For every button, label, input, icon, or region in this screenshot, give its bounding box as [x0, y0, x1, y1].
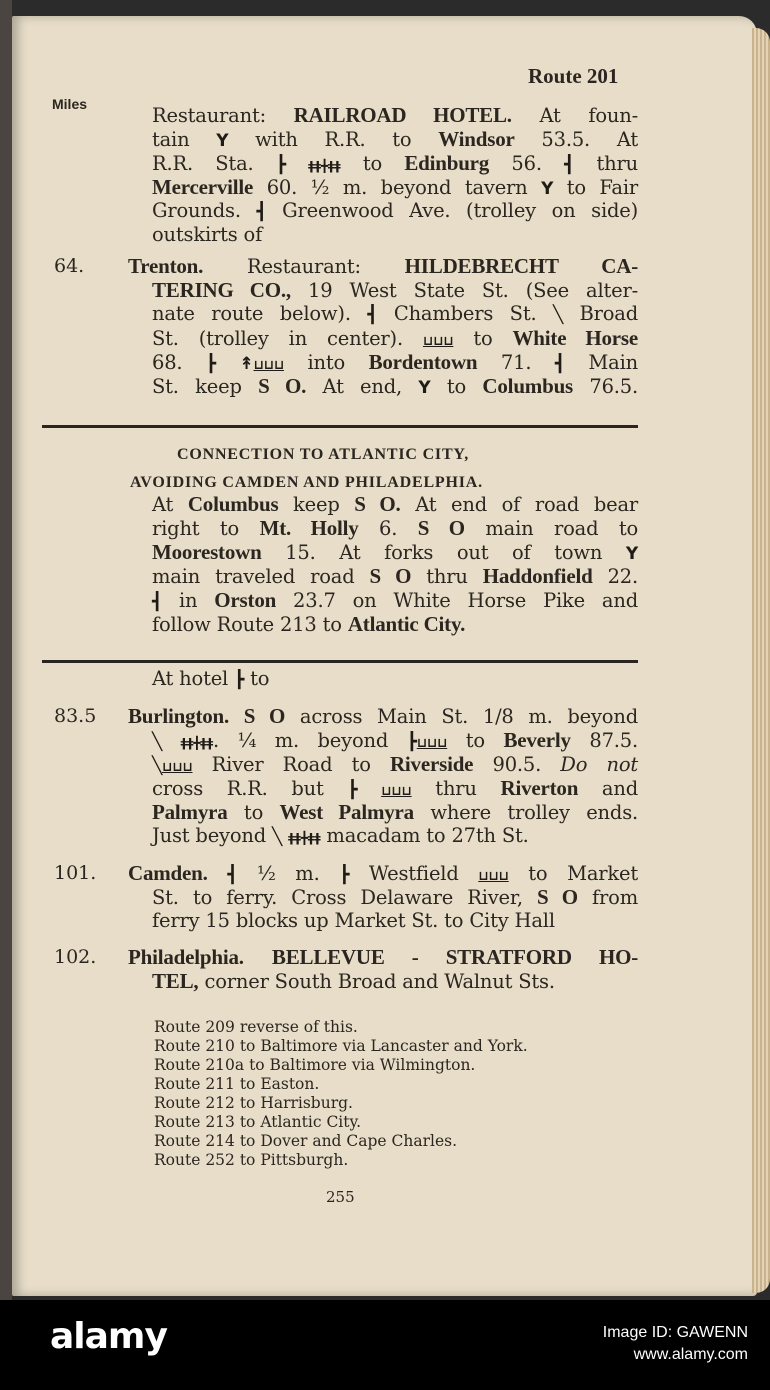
trolley-icon: ⊔⊔⊔	[422, 334, 454, 349]
text: into	[283, 351, 369, 374]
trolley-icon: ⊔⊔⊔	[381, 784, 412, 799]
mileage: 83.5	[54, 705, 97, 727]
bear-right-icon: ╲	[152, 756, 163, 776]
text: 90.5.	[473, 753, 561, 776]
place-name: Riverside	[389, 752, 474, 776]
text: River Road to	[192, 753, 390, 776]
other-routes-list	[154, 1018, 528, 1170]
text-line	[152, 728, 638, 752]
text-line	[152, 612, 638, 636]
text: to	[447, 729, 504, 752]
text: ferry 15 blocks up Market St. to City Hall	[152, 909, 555, 932]
page-number: 255	[326, 1188, 355, 1206]
route-entry	[44, 254, 638, 398]
text	[229, 705, 244, 728]
place-name: Trenton.	[128, 254, 204, 278]
text: Broad	[563, 302, 639, 325]
text-line	[152, 302, 638, 326]
text: 71.	[477, 351, 555, 374]
text: cross R.R. but	[152, 777, 348, 800]
text-line	[152, 909, 638, 933]
route-entry	[44, 103, 638, 247]
text	[162, 729, 181, 752]
text: 53.5. At	[514, 128, 638, 151]
text-line	[152, 752, 638, 776]
fork-icon: Y	[625, 544, 638, 564]
mileage: 64.	[54, 255, 85, 277]
place-name: Riverton	[500, 776, 579, 800]
left-turn-icon: ┫	[564, 155, 575, 175]
text: thru	[574, 152, 638, 175]
text-line	[152, 824, 638, 848]
text: and	[578, 777, 638, 800]
route-reference: Route 210a to Baltimore via Wilmington.	[154, 1056, 476, 1074]
tree-icon: ↟	[239, 354, 254, 374]
text-line	[152, 564, 638, 588]
trolley-icon: ⊔⊔⊔	[253, 358, 284, 373]
route-entry	[44, 492, 638, 636]
mileage: 101.	[54, 862, 97, 884]
text: in	[162, 589, 215, 612]
text-line	[128, 704, 638, 728]
text: thru	[411, 777, 501, 800]
left-turn-icon: ┫	[227, 865, 238, 885]
text: 19 West State St. (See alter-	[290, 279, 638, 302]
text: At end,	[306, 375, 419, 398]
text-line	[152, 374, 638, 398]
text	[357, 777, 381, 800]
text: keep	[278, 493, 355, 516]
text-line	[152, 326, 638, 350]
place-name: S O.	[258, 374, 307, 398]
text: Restaurant:	[203, 255, 405, 278]
bear-right-icon: ╲	[272, 827, 283, 847]
text: 76.5.	[573, 375, 639, 398]
text: ½ m.	[237, 862, 340, 885]
text: St. to ferry. Cross Delaware River,	[152, 886, 538, 909]
mileage: 102.	[54, 946, 97, 968]
text: to	[453, 327, 513, 350]
place-name: Columbus	[482, 374, 574, 398]
text: follow Route 213 to	[152, 613, 348, 636]
place-name: Columbus	[187, 492, 279, 516]
fork-icon: Y	[541, 179, 554, 199]
text-line	[152, 588, 638, 612]
railroad-icon: ǂǂ╋ǂǂ	[288, 831, 321, 845]
place-name: Edinburg	[404, 151, 490, 175]
text: Main	[564, 351, 638, 374]
text: 56.	[489, 152, 565, 175]
right-turn-icon: ┣	[205, 354, 216, 374]
place-name: Windsor	[438, 127, 515, 151]
text-line	[152, 969, 638, 993]
place-name: Mercerville	[152, 175, 254, 199]
text-line	[128, 861, 638, 885]
text: Chambers St.	[377, 302, 553, 325]
right-turn-icon: ┣	[234, 670, 245, 690]
text-line	[152, 199, 638, 223]
text: 68.	[152, 351, 206, 374]
page-edges	[752, 28, 770, 1293]
route-entry	[44, 667, 638, 691]
right-turn-icon: ┣	[275, 155, 286, 175]
image-credit	[603, 1322, 748, 1366]
route-entry	[44, 704, 638, 848]
text: right to	[152, 517, 260, 540]
text-line	[152, 278, 638, 302]
place-name: Burlington.	[128, 704, 230, 728]
text: At foun-	[511, 104, 638, 127]
right-turn-icon: ┣	[339, 865, 350, 885]
place-name: Bordentown	[368, 350, 478, 374]
text: . ¼ m. beyond	[212, 729, 407, 752]
text: 15. At forks out of town	[261, 541, 626, 564]
place-name: Haddonfield	[482, 564, 593, 588]
connection-heading: CONNECTION TO ATLANTIC CITY,	[177, 446, 470, 463]
connection-subheading: AVOIDING CAMDEN AND PHILADELPHIA.	[130, 474, 483, 491]
text: to	[244, 667, 270, 690]
left-turn-icon: ┫	[554, 354, 565, 374]
text-line	[128, 254, 638, 278]
route-entry	[44, 861, 638, 933]
text: 87.5.	[570, 729, 638, 752]
place-name: S O.	[354, 492, 401, 516]
text-line	[152, 776, 638, 800]
text-line	[152, 151, 638, 175]
text: Grounds.	[152, 199, 257, 222]
text	[286, 152, 308, 175]
bear-right-icon: ╲	[552, 305, 564, 325]
text: Just beyond	[152, 824, 273, 847]
image-id: Image ID: GAWENN	[602, 1324, 748, 1341]
watermark-footer	[0, 1300, 770, 1390]
section-divider	[42, 660, 638, 663]
route-reference: Route 209 reverse of this.	[154, 1018, 358, 1036]
left-turn-icon: ┫	[152, 592, 163, 612]
fork-icon: Y	[216, 131, 229, 151]
route-reference: Route 212 to Harrisburg.	[154, 1094, 353, 1112]
text: to Fair	[553, 176, 639, 199]
text: across Main St. 1/8 m. beyond	[285, 705, 638, 728]
source-url: www.alamy.com	[633, 1346, 748, 1363]
right-turn-icon: ┣	[406, 732, 417, 752]
text: to	[227, 801, 280, 824]
place-name: Camden.	[128, 861, 208, 885]
text-line	[152, 516, 638, 540]
route-reference: Route 211 to Easton.	[154, 1075, 320, 1093]
text: macadam to 27th St.	[320, 824, 529, 847]
text: Westfield	[349, 862, 479, 885]
text	[216, 351, 240, 374]
text: to Market	[508, 862, 638, 885]
text: nate route below).	[152, 302, 368, 325]
text-line	[152, 492, 638, 516]
note: Do not	[560, 753, 638, 776]
route-reference: Route 214 to Dover and Cape Charles.	[154, 1132, 458, 1150]
place-name: S O	[537, 885, 578, 909]
text	[208, 862, 228, 885]
alamy-logo: alamy	[50, 1316, 167, 1357]
text: R.R. Sta.	[152, 152, 276, 175]
miles-column-label: Miles	[52, 96, 88, 112]
text: main traveled road	[152, 565, 370, 588]
book-spine	[0, 0, 12, 1300]
place-name: Orston	[214, 588, 277, 612]
text: At	[152, 493, 188, 516]
text-line	[152, 127, 638, 151]
text-line	[152, 223, 638, 247]
text: 23.7 on White Horse Pike and	[276, 589, 638, 612]
bear-right-icon: ╲	[152, 732, 163, 752]
place-name: Palmyra	[152, 800, 228, 824]
route-reference: Route 210 to Baltimore via Lancaster and York.	[154, 1037, 528, 1055]
text: 60. ½ m. beyond tavern	[253, 176, 542, 199]
text-line	[152, 667, 638, 691]
trolley-icon: ⊔⊔⊔	[416, 736, 448, 751]
place-name: TERING CO.,	[152, 278, 291, 302]
text: corner South Broad and Walnut Sts.	[198, 970, 555, 993]
text	[244, 946, 272, 969]
text: At end of road bear	[400, 493, 638, 516]
route-entry	[44, 945, 638, 993]
route-reference: Route 252 to Pittsburgh.	[154, 1151, 349, 1169]
text-line	[152, 885, 638, 909]
text: to	[340, 152, 405, 175]
text-line	[128, 945, 638, 969]
place-name: Moorestown	[152, 540, 262, 564]
text: Restaurant:	[152, 104, 294, 127]
place-name: West Palmyra	[279, 800, 414, 824]
place-name: S O	[243, 704, 286, 728]
text: where trolley ends.	[413, 801, 639, 824]
place-name: Philadelphia.	[128, 945, 244, 969]
running-head: Route 201	[528, 64, 619, 88]
text-line	[152, 103, 638, 127]
trolley-icon: ⊔⊔⊔	[478, 869, 509, 884]
text: 22.	[592, 565, 638, 588]
place-name: Beverly	[503, 728, 571, 752]
text: tain	[152, 128, 217, 151]
text: with R.R. to	[228, 128, 439, 151]
text: 6.	[358, 517, 418, 540]
place-name: HILDEBRECHT CA-	[404, 254, 638, 278]
route-reference: Route 213 to Atlantic City.	[154, 1113, 362, 1131]
left-turn-icon: ┫	[367, 305, 378, 325]
text: to	[430, 375, 483, 398]
place-name: White Horse	[512, 326, 638, 350]
text: St. keep	[152, 375, 259, 398]
place-name: Mt. Holly	[259, 516, 359, 540]
text-line	[152, 175, 638, 199]
place-name: BELLEVUE - STRATFORD HO-	[271, 945, 639, 969]
place-name: S O	[417, 516, 465, 540]
text: main road to	[464, 517, 639, 540]
text-line	[152, 350, 638, 374]
railroad-icon: ǂǂ╋ǂǂ	[308, 159, 341, 173]
trolley-icon: ⊔⊔⊔	[162, 760, 193, 775]
text-line	[152, 540, 638, 564]
left-turn-icon: ┫	[256, 202, 267, 222]
place-name: Atlantic City.	[347, 612, 466, 636]
text: Greenwood Ave. (trolley on side)	[266, 199, 639, 222]
section-divider	[42, 425, 638, 428]
text: At hotel	[152, 667, 235, 690]
fork-icon: Y	[418, 378, 431, 398]
text: thru	[411, 565, 483, 588]
text-line	[152, 800, 638, 824]
text: St. (trolley in center).	[152, 327, 423, 350]
place-name: TEL,	[152, 969, 199, 993]
text: from	[577, 886, 638, 909]
text: outskirts of	[152, 223, 263, 246]
railroad-icon: ǂǂ╋ǂǂ	[180, 736, 213, 750]
right-turn-icon: ┣	[347, 780, 358, 800]
place-name: S O	[369, 564, 412, 588]
place-name: RAILROAD HOTEL.	[293, 103, 512, 127]
